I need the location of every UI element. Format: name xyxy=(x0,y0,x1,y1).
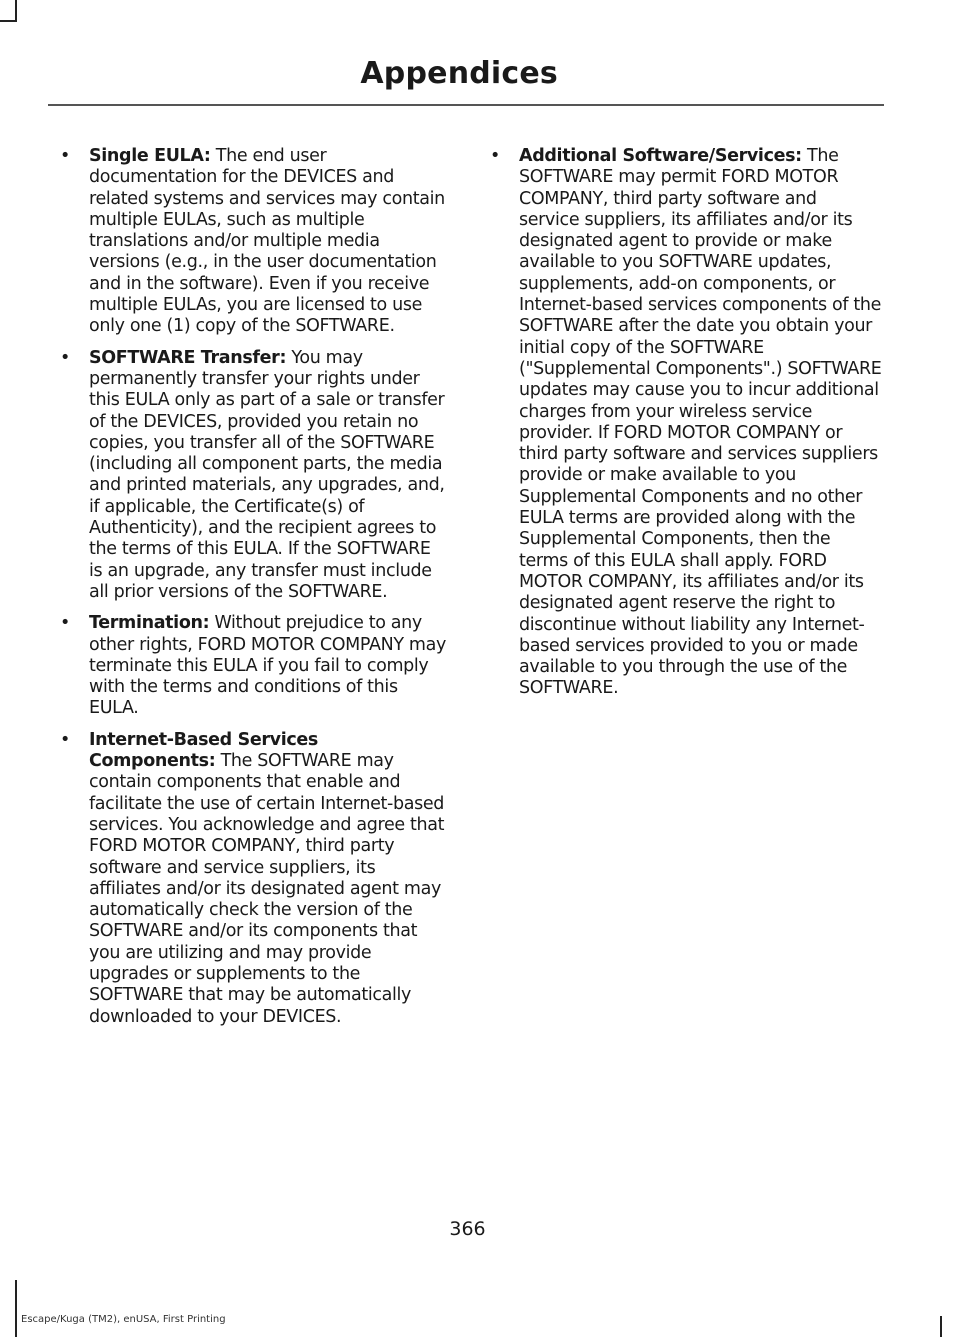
left-column xyxy=(60,146,448,1038)
list-item xyxy=(60,146,448,338)
footer-text: Escape/Kuga (TM2), enUSA, First Printing xyxy=(21,1314,226,1325)
list-item xyxy=(60,730,448,1028)
crop-mark-top-left xyxy=(15,0,17,20)
item-text: The SOFTWARE may contain components that enable and facilitate the use of certain Internet-based services. You acknowledge and agree that FORD MOTOR COMPANY, third party software and service suppliers, its affiliates and/or its designated agent may automatically check the version of the SOFTWARE and/or its components that you are utilizing and may provide upgrades or supplements to the SOFTWARE that may be automatically downloaded to your DEVICES. xyxy=(89,751,445,1027)
bullet-icon: • xyxy=(60,613,70,634)
item-text: The SOFTWARE may permit FORD MOTOR COMPANY, third party software and service suppliers, its affiliates and/or its designated agent to provide or make available to you SOFTWARE updates, supplements, add-on components, or Internet-based services components of the SOFTWARE after the date you obtain your initial copy of the SOFTWARE ("Supplemental Components".) SOFTWARE updates may cause you to incur additional charges from your wireless service provider. If FORD MOTOR COMPANY or third party software and services suppliers provide or make available to you Supplemental Components and no other EULA terms are provided along with the Supplemental Components, then the terms of this EULA shall apply. FORD MOTOR COMPANY, its affiliates and/or its designated agent reserve the right to discontinue without liability any Internet-based services provided to you or made available to you through the use of the SOFTWARE. xyxy=(519,146,882,699)
header-divider xyxy=(48,104,884,106)
list-item xyxy=(60,613,448,719)
crop-mark-bottom-left xyxy=(15,1280,17,1337)
item-text: Without prejudice to any other rights, FORD MOTOR COMPANY may terminate this EULA if you fail to comply with the terms and conditions of this EULA. xyxy=(89,613,447,719)
item-term: Internet-Based Services Components: xyxy=(89,729,318,772)
bullet-icon: • xyxy=(60,729,70,750)
crop-mark-bottom-right xyxy=(940,1316,942,1337)
item-text: The end user documentation for the DEVICES and related systems and services may contain multiple EULAs, such as multiple translations and/or multiple media versions (e.g., in the user documentation and in the software). Even if you receive multiple EULAs, you are licensed to use only one (1) copy of the SOFTWARE. xyxy=(89,146,445,337)
list-item xyxy=(60,348,448,604)
page-number: 366 xyxy=(449,1218,486,1240)
item-term: Termination: xyxy=(89,613,210,634)
right-column xyxy=(490,146,882,710)
crop-mark-top-left-h xyxy=(0,20,17,22)
bullet-icon: • xyxy=(490,146,500,166)
list-item xyxy=(490,146,882,700)
bullet-icon: • xyxy=(60,347,70,368)
item-term: Additional Software/Services: xyxy=(519,146,802,166)
item-text: You may permanently transfer your rights under this EULA only as part of a sale or transfer of the DEVICES, provided you retain no copies, you transfer all of the SOFTWARE (including all component parts, the media and printed materials, any upgrades, and, if applicable, the Certificate(s) of Authenticity), and the recipient agrees to the terms of this EULA. If the SOFTWARE is an upgrade, any transfer must include all prior versions of the SOFTWARE. xyxy=(89,347,445,602)
item-term: Single EULA: xyxy=(89,146,211,166)
page-title: Appendices xyxy=(360,56,558,91)
item-term: SOFTWARE Transfer: xyxy=(89,347,287,368)
bullet-icon: • xyxy=(60,146,70,166)
